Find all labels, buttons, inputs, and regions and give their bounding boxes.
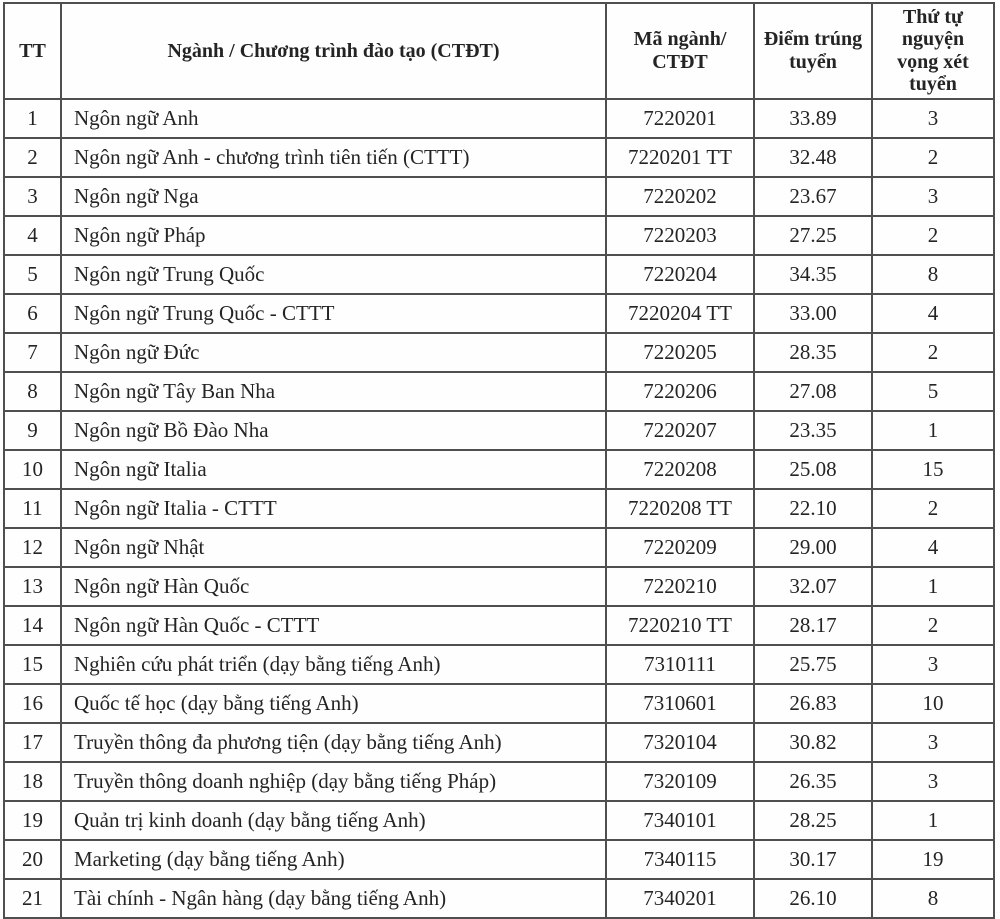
cell-tt: 11 — [4, 489, 61, 528]
cell-nganh: Ngôn ngữ Pháp — [61, 216, 606, 255]
cell-thu-tu: 1 — [872, 801, 994, 840]
cell-diem: 25.08 — [754, 450, 872, 489]
cell-tt: 12 — [4, 528, 61, 567]
cell-nganh: Ngôn ngữ Trung Quốc - CTTT — [61, 294, 606, 333]
cell-thu-tu: 3 — [872, 723, 994, 762]
cell-ma-nganh: 7320109 — [606, 762, 754, 801]
cell-diem: 26.10 — [754, 879, 872, 918]
cell-thu-tu: 5 — [872, 372, 994, 411]
cell-ma-nganh: 7220210 TT — [606, 606, 754, 645]
table-header — [4, 3, 994, 99]
table-row — [4, 450, 994, 489]
cell-thu-tu: 1 — [872, 411, 994, 450]
scanned-document-page — [3, 2, 995, 910]
header-ma: Mã ngành/ CTĐT — [606, 3, 754, 99]
cell-ma-nganh: 7340115 — [606, 840, 754, 879]
cell-nganh: Truyền thông doanh nghiệp (dạy bằng tiếng Pháp) — [61, 762, 606, 801]
table-row — [4, 99, 994, 138]
table-row — [4, 528, 994, 567]
cell-tt: 7 — [4, 333, 61, 372]
table-row — [4, 489, 994, 528]
cell-ma-nganh: 7340101 — [606, 801, 754, 840]
table-row — [4, 801, 994, 840]
cell-thu-tu: 19 — [872, 840, 994, 879]
cell-tt: 5 — [4, 255, 61, 294]
cell-tt: 16 — [4, 684, 61, 723]
cell-tt: 8 — [4, 372, 61, 411]
cell-nganh: Ngôn ngữ Nhật — [61, 528, 606, 567]
cell-ma-nganh: 7220207 — [606, 411, 754, 450]
cell-thu-tu: 3 — [872, 762, 994, 801]
cell-ma-nganh: 7220204 TT — [606, 294, 754, 333]
cell-ma-nganh: 7220205 — [606, 333, 754, 372]
cell-ma-nganh: 7220208 — [606, 450, 754, 489]
cell-tt: 18 — [4, 762, 61, 801]
cell-thu-tu: 10 — [872, 684, 994, 723]
cell-nganh: Ngôn ngữ Bồ Đào Nha — [61, 411, 606, 450]
cell-tt: 17 — [4, 723, 61, 762]
cell-tt: 2 — [4, 138, 61, 177]
table-row — [4, 879, 994, 918]
cell-ma-nganh: 7340201 — [606, 879, 754, 918]
cell-diem: 27.08 — [754, 372, 872, 411]
cell-diem: 34.35 — [754, 255, 872, 294]
header-tt: TT — [4, 3, 61, 99]
header-diem: Điểm trúng tuyển — [754, 3, 872, 99]
cell-nganh: Quản trị kinh doanh (dạy bằng tiếng Anh) — [61, 801, 606, 840]
cell-thu-tu: 3 — [872, 99, 994, 138]
table-row — [4, 333, 994, 372]
cell-thu-tu: 8 — [872, 255, 994, 294]
cell-diem: 23.35 — [754, 411, 872, 450]
cell-diem: 32.48 — [754, 138, 872, 177]
cell-nganh: Quốc tế học (dạy bằng tiếng Anh) — [61, 684, 606, 723]
table-row — [4, 216, 994, 255]
cell-thu-tu: 15 — [872, 450, 994, 489]
cell-tt: 10 — [4, 450, 61, 489]
cell-diem: 29.00 — [754, 528, 872, 567]
cell-nganh: Ngôn ngữ Tây Ban Nha — [61, 372, 606, 411]
cell-thu-tu: 2 — [872, 606, 994, 645]
table-row — [4, 684, 994, 723]
cell-ma-nganh: 7320104 — [606, 723, 754, 762]
cell-nganh: Ngôn ngữ Italia - CTTT — [61, 489, 606, 528]
table-row — [4, 645, 994, 684]
cell-nganh: Marketing (dạy bằng tiếng Anh) — [61, 840, 606, 879]
cell-nganh: Ngôn ngữ Hàn Quốc - CTTT — [61, 606, 606, 645]
cell-thu-tu: 3 — [872, 177, 994, 216]
table-row — [4, 606, 994, 645]
cell-nganh: Ngôn ngữ Hàn Quốc — [61, 567, 606, 606]
table-row — [4, 255, 994, 294]
header-row — [4, 3, 994, 99]
cell-tt: 3 — [4, 177, 61, 216]
cell-tt: 13 — [4, 567, 61, 606]
cell-ma-nganh: 7220202 — [606, 177, 754, 216]
cell-nganh: Ngôn ngữ Anh — [61, 99, 606, 138]
cell-diem: 25.75 — [754, 645, 872, 684]
table-row — [4, 567, 994, 606]
cell-diem: 28.35 — [754, 333, 872, 372]
table-row — [4, 723, 994, 762]
cell-thu-tu: 2 — [872, 333, 994, 372]
table-row — [4, 840, 994, 879]
cell-tt: 15 — [4, 645, 61, 684]
cell-ma-nganh: 7220201 — [606, 99, 754, 138]
cell-diem: 32.07 — [754, 567, 872, 606]
table-row — [4, 762, 994, 801]
cell-ma-nganh: 7220209 — [606, 528, 754, 567]
cell-thu-tu: 1 — [872, 567, 994, 606]
cell-thu-tu: 3 — [872, 645, 994, 684]
table-row — [4, 138, 994, 177]
cell-nganh: Ngôn ngữ Nga — [61, 177, 606, 216]
cell-nganh: Tài chính - Ngân hàng (dạy bằng tiếng Anh) — [61, 879, 606, 918]
header-nganh: Ngành / Chương trình đào tạo (CTĐT) — [61, 3, 606, 99]
cell-nganh: Ngôn ngữ Đức — [61, 333, 606, 372]
cell-thu-tu: 4 — [872, 294, 994, 333]
cell-diem: 28.17 — [754, 606, 872, 645]
cell-diem: 26.83 — [754, 684, 872, 723]
cell-tt: 21 — [4, 879, 61, 918]
cell-thu-tu: 2 — [872, 489, 994, 528]
cell-tt: 4 — [4, 216, 61, 255]
cell-ma-nganh: 7220210 — [606, 567, 754, 606]
cell-nganh: Truyền thông đa phương tiện (dạy bằng tiếng Anh) — [61, 723, 606, 762]
cell-diem: 30.82 — [754, 723, 872, 762]
cell-diem: 33.00 — [754, 294, 872, 333]
cell-thu-tu: 8 — [872, 879, 994, 918]
cell-tt: 20 — [4, 840, 61, 879]
cell-nganh: Ngôn ngữ Trung Quốc — [61, 255, 606, 294]
table-row — [4, 411, 994, 450]
cell-nganh: Ngôn ngữ Anh - chương trình tiên tiến (CTTT) — [61, 138, 606, 177]
cell-diem: 28.25 — [754, 801, 872, 840]
cell-thu-tu: 4 — [872, 528, 994, 567]
cell-tt: 19 — [4, 801, 61, 840]
cell-ma-nganh: 7220201 TT — [606, 138, 754, 177]
admission-scores-table — [3, 2, 995, 919]
cell-ma-nganh: 7310601 — [606, 684, 754, 723]
table-row — [4, 294, 994, 333]
cell-diem: 22.10 — [754, 489, 872, 528]
table-row — [4, 372, 994, 411]
cell-diem: 30.17 — [754, 840, 872, 879]
cell-nganh: Ngôn ngữ Italia — [61, 450, 606, 489]
cell-tt: 1 — [4, 99, 61, 138]
cell-tt: 6 — [4, 294, 61, 333]
cell-ma-nganh: 7220208 TT — [606, 489, 754, 528]
table-row — [4, 177, 994, 216]
cell-thu-tu: 2 — [872, 216, 994, 255]
cell-diem: 27.25 — [754, 216, 872, 255]
cell-diem: 26.35 — [754, 762, 872, 801]
cell-nganh: Nghiên cứu phát triển (dạy bằng tiếng Anh) — [61, 645, 606, 684]
cell-diem: 33.89 — [754, 99, 872, 138]
cell-tt: 9 — [4, 411, 61, 450]
header-thutu: Thứ tự nguyện vọng xét tuyển — [872, 3, 994, 99]
table-body — [4, 99, 994, 918]
cell-ma-nganh: 7220206 — [606, 372, 754, 411]
cell-diem: 23.67 — [754, 177, 872, 216]
cell-ma-nganh: 7220204 — [606, 255, 754, 294]
cell-ma-nganh: 7310111 — [606, 645, 754, 684]
cell-thu-tu: 2 — [872, 138, 994, 177]
cell-ma-nganh: 7220203 — [606, 216, 754, 255]
cell-tt: 14 — [4, 606, 61, 645]
